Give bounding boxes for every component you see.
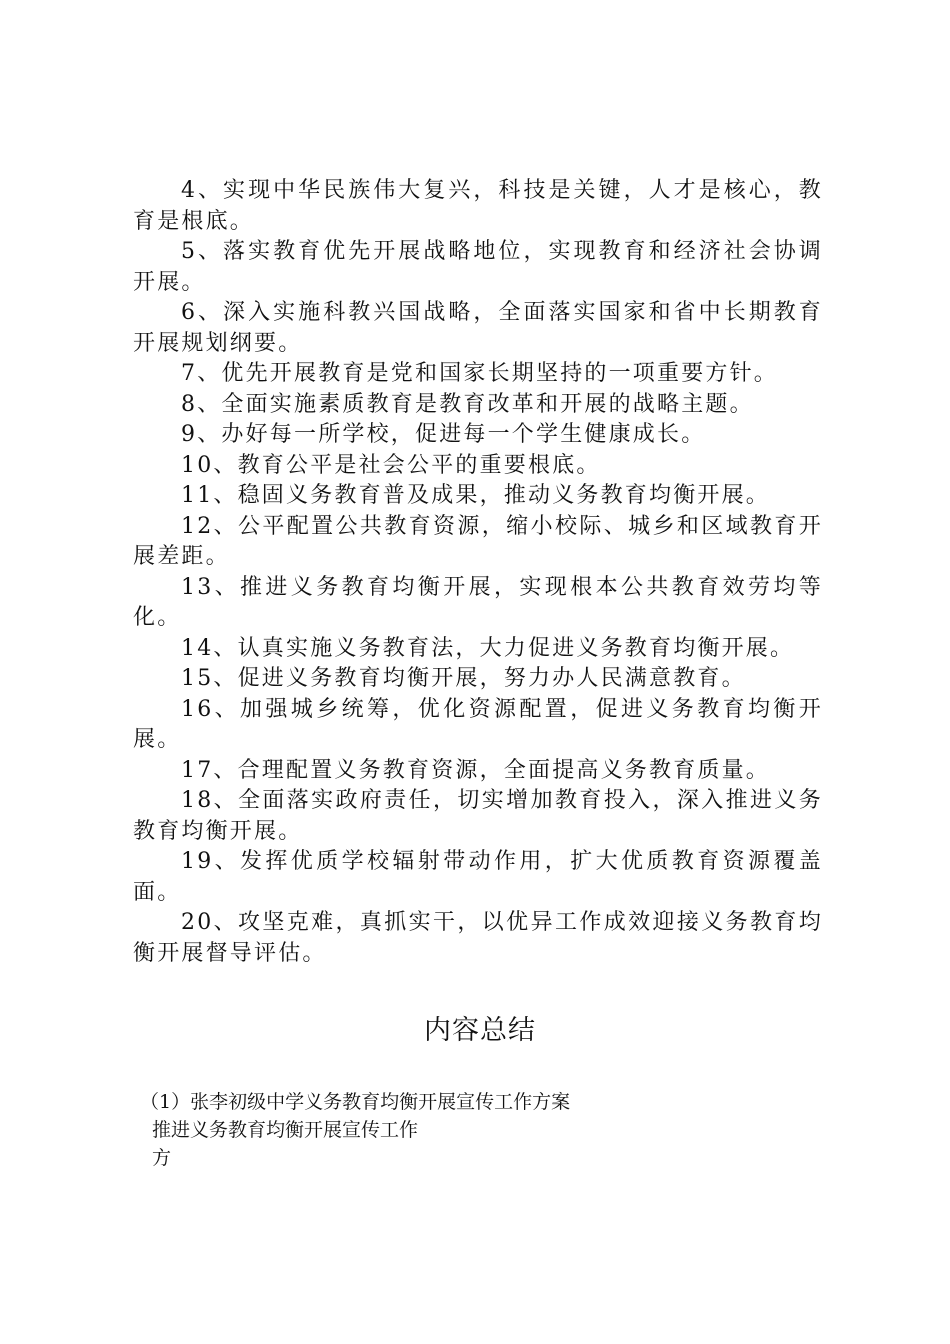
slogan-item: 19、发挥优质学校辐射带动作用，扩大优质教育资源覆盖面。 [133,849,823,905]
summary-heading: 内容总结 [424,1015,536,1046]
slogan-item: 17、合理配置义务教育资源，全面提高义务教育质量。 [181,757,770,783]
summary-line: 方 [152,1147,172,1169]
summary-content [140,1088,620,1172]
slogan-item: 16、加强城乡统筹，优化资源配置，促进义务教育均衡开展。 [133,696,823,752]
slogan-item: 10、教育公平是社会公平的重要根底。 [181,452,601,478]
slogan-item: 4、实现中华民族伟大复兴，科技是关键，人才是核心，教育是根底。 [133,178,823,234]
slogan-item: 11、稳固义务教育普及成果，推动义务教育均衡开展。 [181,483,770,508]
summary-line: （1）张李初级中学义务教育均衡开展宣传工作方案 [140,1091,571,1113]
summary-line: 推进义务教育均衡开展宣传工作 [152,1119,419,1141]
slogan-item: 15、促进义务教育均衡开展，努力办人民满意教育。 [181,666,746,691]
slogan-item: 14、认真实施义务教育法，大力促进义务教育均衡开展。 [181,635,795,661]
slogan-item: 6、深入实施科教兴国战略，全面落实国家和省中长期教育开展规划纲要。 [133,300,823,356]
slogan-item: 9、办好每一所学校，促进每一个学生健康成长。 [181,422,706,447]
slogan-item: 13、推进义务教育均衡开展，实现根本公共教育效劳均等化。 [133,574,823,630]
slogan-item: 18、全面落实政府责任，切实增加教育投入，深入推进义务教育均衡开展。 [133,788,823,844]
slogan-item: 7、优先开展教育是党和国家长期坚持的一项重要方针。 [181,361,778,386]
slogan-list [133,176,823,969]
slogan-item: 20、攻坚克难，真抓实干，以优异工作成效迎接义务教育均衡开展督导评估。 [133,910,823,966]
slogan-item: 12、公平配置公共教育资源，缩小校际、城乡和区域教育开展差距。 [133,513,823,569]
slogan-item: 8、全面实施素质教育是教育改革和开展的战略主题。 [181,391,754,417]
slogan-item: 5、落实教育优先开展战略地位，实现教育和经济社会协调开展。 [133,239,823,295]
